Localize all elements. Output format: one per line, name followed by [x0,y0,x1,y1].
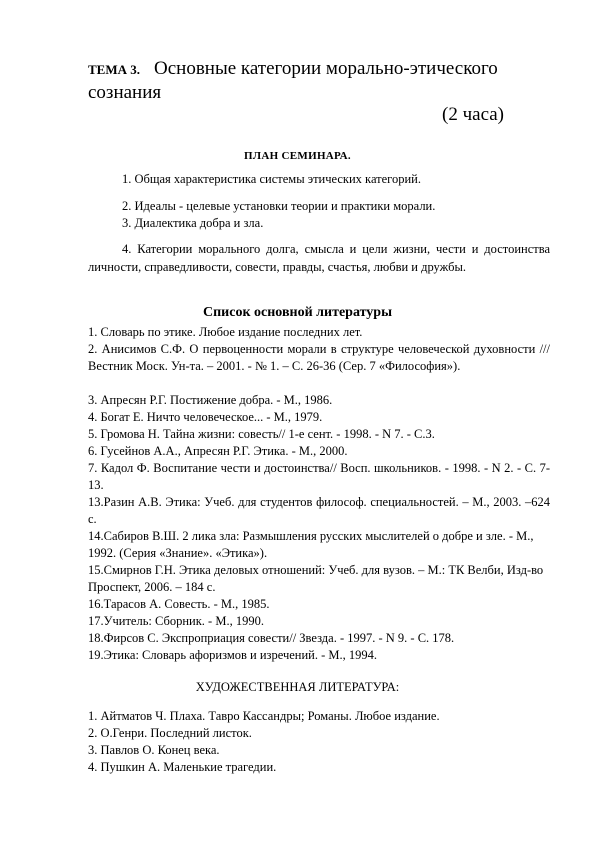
literature-item: 2. Анисимов С.Ф. О первоценности морали в структуре человеческой духовности /// Вестник Моск. Ун-та. – 2001. - № 1. – С. 26-36 (Сер. 7 «Философия»). [88,342,550,373]
literature-item: 3. Апресян Р.Г. Постижение добра. - М., 1986. [88,393,333,407]
fiction-item: 2. О.Генри. Последний листок. [88,726,252,740]
literature-item: 17.Учитель: Сборник. - М., 1990. [88,614,264,628]
literature-item: 19.Этика: Словарь афоризмов и изречений. - М., 1994. [88,648,378,662]
fiction-title: ХУДОЖЕСТВЕННАЯ ЛИТЕРАТУРА: [195,680,400,694]
plan-title: ПЛАН СЕМИНАРА. [244,150,351,162]
fiction-item: 4. Пушкин А. Маленькие трагедии. [88,760,277,774]
literature-item: 18.Фирсов С. Экспроприация совести// Звезда. - 1997. - N 9. - С. 178. [88,631,455,645]
literature-item: 4. Богат Е. Ничто человеческое... - М., 1979. [88,410,323,424]
plan-item: 2. Идеалы - целевые установки теории и практики морали. [122,199,436,213]
topic-title-line1: Основные категории морально-этического [154,58,498,79]
literature-item: 1. Словарь по этике. Любое издание последних лет. [88,325,363,339]
fiction-item: 1. Айтматов Ч. Плаха. Тавро Кассандры; Романы. Любое издание. [88,709,440,723]
literature-item: 6. Гусейнов А.А., Апресян Р.Г. Этика. - М., 2000. [88,444,348,458]
topic-hours: (2 часа) [442,104,504,125]
plan-item: 3. Диалектика добра и зла. [122,216,264,230]
plan-item: 1. Общая характеристика системы этических категорий. [122,172,421,186]
fiction-item: 3. Павлов О. Конец века. [88,743,220,757]
topic-title-line2: сознания [88,82,162,103]
literature-item: 15.Смирнов Г.Н. Этика деловых отношений: Учеб. для вузов. – М.: ТК Велби, Изд-во Проспект, 2006. – 184 с. [88,563,544,594]
literature-item: 14.Сабиров В.Ш. 2 лика зла: Размышления русских мыслителей о добре и зле. - М., 1992. (Серия «Знание». «Этика»). [88,529,534,560]
topic-label: ТЕМА 3. [88,62,140,77]
literature-item: 13.Разин А.В. Этика: Учеб. для студентов философ. специальностей. – М., 2003. –624 с. [88,495,550,526]
literature-item: 7. Кадол Ф. Воспитание чести и достоинства// Восп. школьников. - 1998. - N 2. - С. 7-13. [88,461,550,492]
main-literature-title: Список основной литературы [203,305,392,320]
literature-item: 16.Тарасов А. Совесть. - М., 1985. [88,597,270,611]
literature-item: 5. Громова Н. Тайна жизни: совесть// 1-е сент. - 1998. - N 7. - С.3. [88,427,435,441]
plan-item: 4. Категории морального долга, смысла и цели жизни, чести и достоинства личности, справедливости, совести, правды, счастья, любви и дружбы. [88,242,550,274]
topic-heading [88,57,498,82]
